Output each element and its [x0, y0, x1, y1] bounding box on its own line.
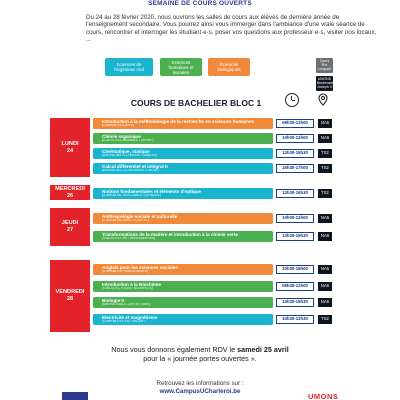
- day-lundi: [50, 118, 90, 177]
- course-code: (S-MHUM-R1-ICIPES): [102, 124, 134, 127]
- course-block: [93, 188, 273, 199]
- course-time: 10h00-12h00: [276, 134, 314, 143]
- day-number: 27: [66, 227, 74, 233]
- course-block: [93, 148, 273, 159]
- course-code: (UMONS-SEC-L1-SEHRRRD / CHOUF): [102, 169, 160, 172]
- course-room: NA6: [318, 298, 332, 307]
- table-title: COURS DE BACHELIER BLOC 1: [130, 98, 262, 108]
- course-code: (S-MHUM-R1-F-R1 / SALSAP): [102, 320, 146, 323]
- course-block: [93, 213, 273, 224]
- course-room: TS2: [318, 164, 332, 173]
- course-time: 10h30-12h30: [276, 315, 314, 324]
- course-room: NA5: [318, 214, 332, 223]
- course-room: NA5: [318, 119, 332, 128]
- course-title: Anglais pour les sciences sociales: [102, 264, 178, 270]
- day-vendredi: [50, 260, 90, 332]
- course-time: 08h30-12h00: [276, 119, 314, 128]
- legend-ingenieur-civil: Sciences de l'ingénieur civil: [105, 58, 153, 76]
- course-code: (UMONS-NEP-L1-HNSON / CAMERS): [102, 154, 158, 157]
- footer-info: [110, 380, 290, 395]
- course-code: (S-BIOG-R1-CHE / DERESBERGEN): [102, 237, 156, 240]
- day-name: LUNDI: [61, 140, 79, 147]
- page-title: SEMAINE DE COURS OUVERTS: [148, 0, 252, 7]
- badge-umons-joseph: UMONS Boulevard Joseph II: [317, 77, 334, 89]
- course-title: Anthropologie sociale et culturelle: [102, 213, 178, 219]
- course-block: [93, 314, 273, 325]
- legend-sciences-biologiques: Sciences biologiques: [208, 58, 250, 76]
- course-block: [93, 297, 273, 308]
- rdv-text-2: pour la « journée portes ouvertes ».: [143, 354, 257, 363]
- course-code: (S-BIOG-R1-CHAMHAUL / CHORP): [102, 139, 154, 142]
- legend-sciences-humaines: Sciences humaines et sociales: [160, 58, 202, 76]
- day-mercredi: [50, 185, 90, 200]
- course-time: 10h00-12h00: [276, 214, 314, 223]
- day-name: MERCREDI: [55, 185, 85, 192]
- course-code: (S-MHUM-R1-PRAM-M-ANGLA): [102, 270, 149, 273]
- rdv-text: Nous vous donnons également RDV le: [111, 345, 238, 354]
- day-name: JEUDI: [61, 220, 79, 226]
- course-title: Biologie II: [102, 297, 124, 303]
- course-title: Cinématique, statique: [102, 148, 150, 154]
- day-jeudi: [50, 208, 90, 246]
- intro-paragraph: Du 24 au 28 février 2020, nous ouvrons les salles de cours aux élèves de dernière année de l'enseignement secondaire. Vous pourrez ainsi vous immerger dans l'ambiance d'une vraie séance de cours, rencontrer et interroger les étudiant·e·s, poser vos questions aux professeur·e·s, visiter nos locaux, ...: [86, 14, 377, 44]
- course-room: TS2: [318, 149, 332, 158]
- course-title: Transformations de la matière et introduction à la chimie verte: [102, 231, 238, 237]
- course-time: 13h30-16h30: [276, 189, 314, 198]
- day-number: 26: [66, 192, 74, 199]
- course-room: NA5: [318, 265, 332, 274]
- umons-logo: UMONS: [308, 392, 339, 400]
- rdv-date: samedi 25 avril: [237, 345, 289, 354]
- course-time: 10h30-16h00: [276, 265, 314, 274]
- course-title: Calcul différentiel et intégral II: [102, 163, 168, 169]
- course-code: (UMONS-ISBIO-L1-RFORT-MMS): [102, 303, 151, 306]
- open-day-announcement: [60, 345, 340, 363]
- course-time: 13h30-15h30: [276, 149, 314, 158]
- course-title: Notions fondamentales et éléments d'optique: [102, 188, 202, 194]
- day-number: 28: [66, 296, 74, 302]
- course-block: [93, 163, 273, 174]
- course-room: NA6: [318, 282, 332, 291]
- course-block: [93, 281, 273, 292]
- day-number: 24: [66, 147, 74, 154]
- footer-logo-block: [62, 392, 88, 400]
- course-room: NA6: [318, 232, 332, 241]
- footer-info-label: Retrouvez les informations sur :: [156, 380, 244, 387]
- day-name: VENDREDI: [55, 289, 85, 295]
- course-title: Introduction à la Biochimie: [102, 281, 161, 287]
- course-block: [93, 264, 273, 275]
- course-code: (S-MHUM-M1-SEH-CAMUS / LEHAGRE): [102, 194, 161, 197]
- course-block: [93, 231, 273, 242]
- clock-icon: [285, 93, 299, 107]
- course-title: Chimie organique: [102, 133, 141, 139]
- course-time: 08h45-12h00: [276, 282, 314, 291]
- course-block: [93, 118, 273, 129]
- badge-cours-roi-leopold: Cours Roi Léopold: [316, 58, 333, 73]
- course-code: (S-MHUM-M1-ADICC / DAUTEL): [102, 219, 149, 222]
- course-title: Electricité et magnétisme: [102, 314, 158, 320]
- course-room: TS2: [318, 189, 332, 198]
- course-title: Introduction à la méthodologie de la recherche en sciences humaines: [102, 118, 255, 124]
- campus-website-link[interactable]: www.CampusUCharleroi.be: [159, 387, 241, 395]
- course-time: 13h30-15h30: [276, 298, 314, 307]
- course-time: 13h30-15h30: [276, 232, 314, 241]
- location-pin-icon: [316, 93, 330, 107]
- course-code: (S-BIOG-R1-TOCHE / BOURRETA): [102, 287, 153, 290]
- course-block: [93, 133, 273, 144]
- course-room: TS2: [318, 315, 332, 324]
- course-time: 15h30-17h00: [276, 164, 314, 173]
- course-room: NA6: [318, 134, 332, 143]
